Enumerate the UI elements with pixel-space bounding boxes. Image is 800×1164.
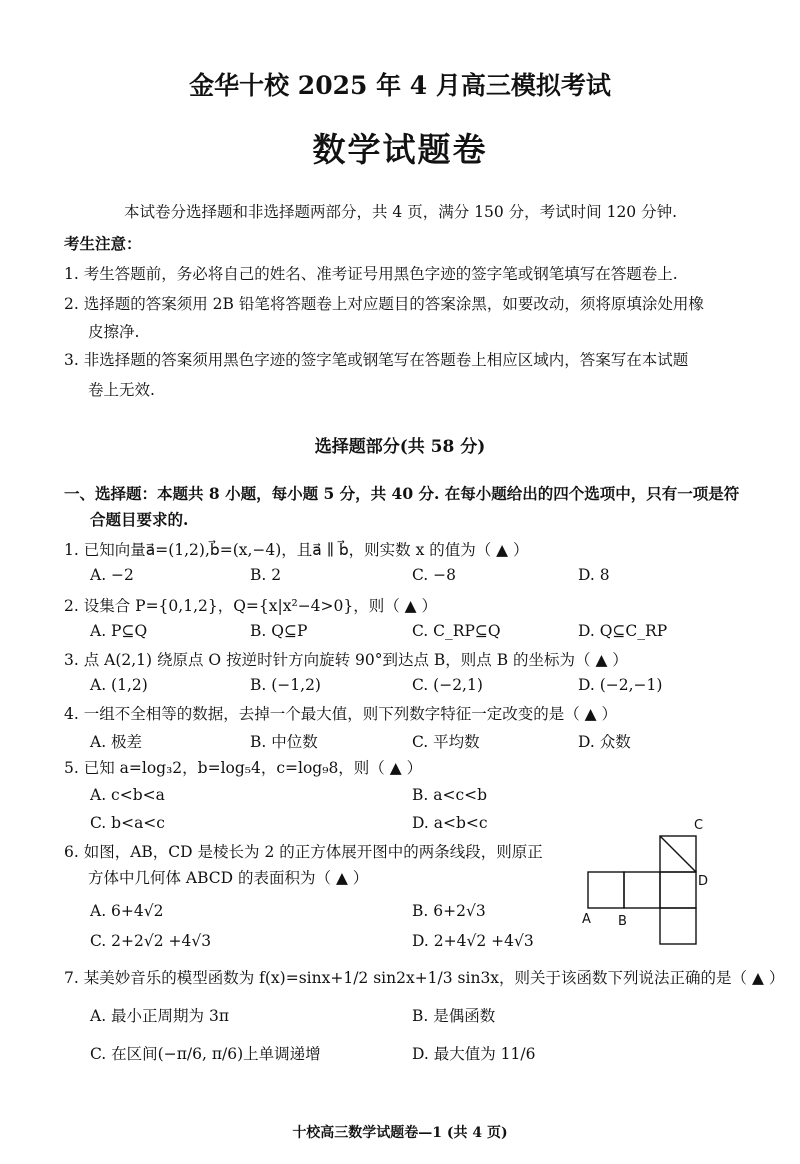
option: D. 众数	[578, 733, 631, 751]
segment-cd	[660, 836, 696, 872]
option: C. (−2,1)	[412, 676, 483, 694]
section-instruction: 合题目要求的.	[90, 510, 189, 529]
notice-item: 皮擦净.	[88, 323, 140, 341]
option: D. Q⊆C_RP	[578, 622, 668, 640]
notice-item: 1. 考生答题前，务必将自己的姓名、准考证号用黑色字迹的签字笔或钢笔填写在答题卷上.	[64, 265, 678, 283]
question-stem: 2. 设集合 P={0,1,2}，Q={x|x²−4>0}，则（ ▲ ）	[64, 597, 438, 615]
cube-net-diagram	[584, 832, 704, 954]
option: D. 最大值为 11/6	[412, 1045, 536, 1063]
option: C. 2+2√2 +4√3	[90, 932, 212, 950]
label-c: C	[694, 818, 704, 833]
question-stem: 6. 如图，AB，CD 是棱长为 2 的正方体展开图中的两条线段，则原正	[64, 843, 543, 861]
label-b: B	[618, 914, 627, 929]
option: B. (−1,2)	[250, 676, 321, 694]
cube-net-figure	[582, 818, 709, 954]
option: B. a<c<b	[412, 786, 488, 804]
question-stem: 5. 已知 a=log₃2，b=log₅4，c=log₉8，则（ ▲ ）	[64, 759, 423, 777]
question-stem: 3. 点 A(2,1) 绕原点 O 按逆时针方向旋转 90°到达点 B，则点 B 的坐标为（ ▲ ）	[64, 651, 628, 669]
exam-subtitle: 数学试题卷	[312, 130, 488, 169]
option: B. 6+2√3	[412, 902, 486, 920]
option: A. P⊆Q	[90, 622, 148, 640]
option: C. −8	[412, 566, 457, 584]
option: B. 是偶函数	[412, 1007, 496, 1025]
section-title: 选择题部分(共 58 分)	[314, 437, 486, 457]
option: A. 极差	[90, 733, 143, 751]
notice-item: 卷上无效.	[88, 381, 155, 399]
question-stem: 7. 某美妙音乐的模型函数为 f(x)=sinx+1/2 sin2x+1/3 sin3x，则关于该函数下列说法正确的是（ ▲ ）	[64, 969, 785, 987]
option: C. C_RP⊆Q	[412, 622, 501, 640]
exam-title: 金华十校 2025 年 4 月高三模拟考试	[189, 71, 611, 100]
option: A. −2	[90, 566, 134, 584]
label-a: A	[582, 912, 591, 927]
net-square	[588, 872, 624, 908]
option: B. Q⊆P	[250, 622, 308, 640]
notice-item: 2. 选择题的答案须用 2B 铅笔将答题卷上对应题目的答案涂黑，如要改动，须将原填涂处用橡	[64, 295, 704, 313]
option: C. 在区间(−π/6, π/6)上单调递增	[90, 1045, 321, 1063]
option: B. 2	[250, 566, 282, 584]
option: A. c<b<a	[90, 786, 165, 804]
option: D. (−2,−1)	[578, 676, 663, 694]
question-stem: 方体中几何体 ABCD 的表面积为（ ▲ ）	[88, 869, 369, 887]
net-square	[660, 872, 696, 908]
option: A. 最小正周期为 3π	[90, 1007, 230, 1025]
page-footer: 十校高三数学试题卷—1 (共 4 页)	[292, 1125, 508, 1141]
question-stem: 1. 已知向量a⃗=(1,2),b⃗=(x,−4)，且a⃗ ∥ b⃗，则实数 x 的值为（ ▲ ）	[64, 541, 529, 559]
question-stem: 4. 一组不全相等的数据，去掉一个最大值，则下列数字特征一定改变的是（ ▲ ）	[64, 705, 617, 723]
option: B. 中位数	[250, 733, 318, 751]
option: D. 8	[578, 566, 610, 584]
option: D. a<b<c	[412, 814, 488, 832]
net-square	[660, 908, 696, 944]
option: C. 平均数	[412, 733, 480, 751]
net-square	[624, 872, 660, 908]
option: A. (1,2)	[90, 676, 148, 694]
label-d: D	[698, 874, 709, 889]
option: A. 6+4√2	[90, 902, 164, 920]
section-instruction: 一、选择题：本题共 8 小题，每小题 5 分，共 40 分. 在每小题给出的四个选项中，只有一项是符	[64, 484, 740, 503]
intro-text: 本试卷分选择题和非选择题两部分，共 4 页，满分 150 分，考试时间 120 分钟.	[124, 203, 678, 221]
notice-item: 3. 非选择题的答案须用黑色字迹的签字笔或钢笔写在答题卷上相应区域内，答案写在本试题	[64, 351, 689, 369]
option: C. b<a<c	[90, 814, 165, 832]
option: D. 2+4√2 +4√3	[412, 932, 534, 950]
notice-heading: 考生注意：	[64, 234, 142, 253]
